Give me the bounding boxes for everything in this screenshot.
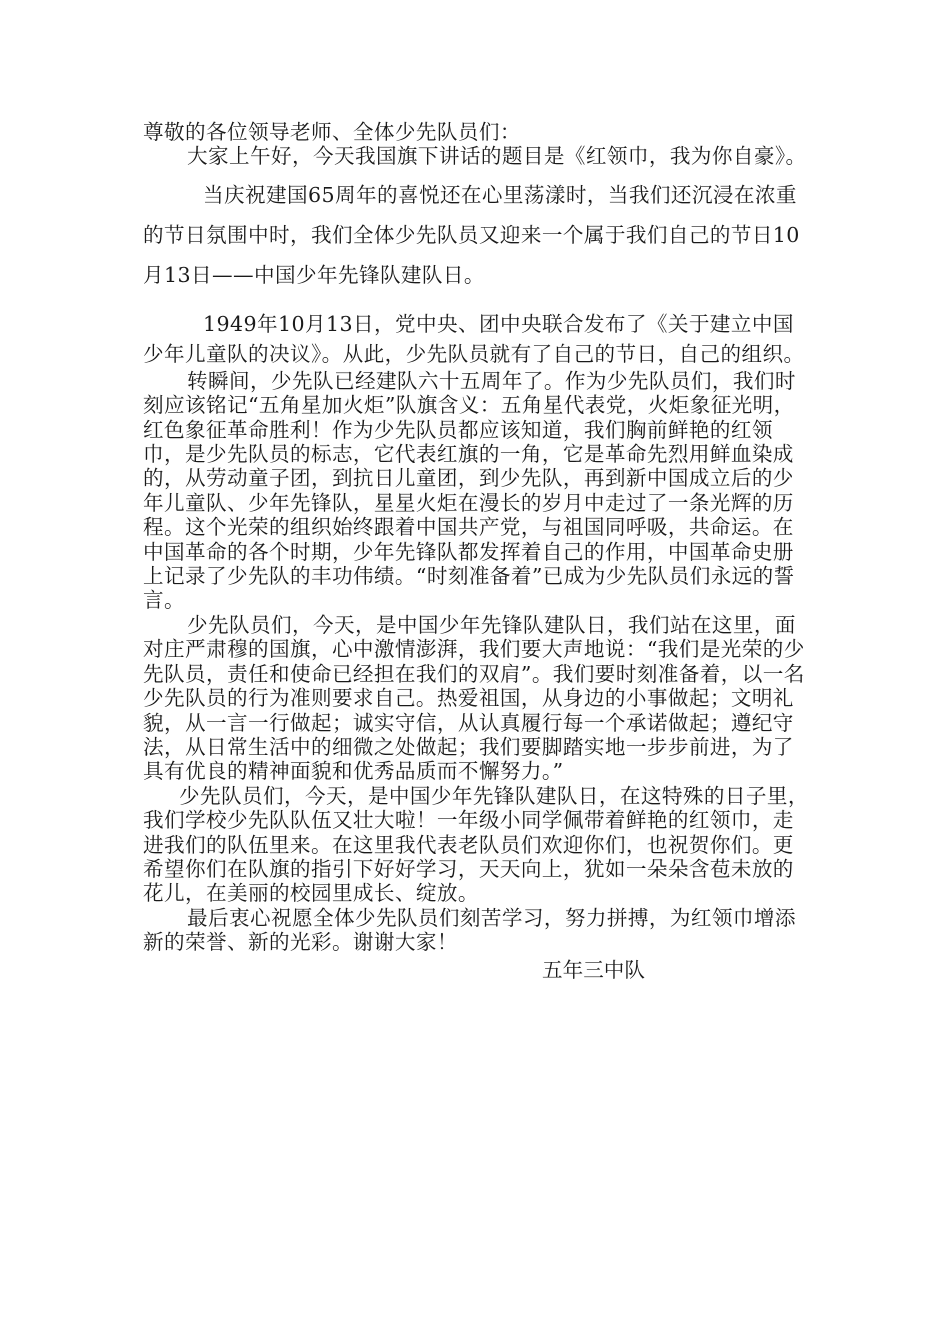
intro-paragraph: 大家上午好，今天我国旗下讲话的题目是《红领巾，我为你自豪》。 [187, 144, 807, 169]
paragraph-pledge: 少先队员们，今天，是中国少年先锋队建队日，我们站在这里，面对庄严肃穆的国旗，心中激情澎湃，我们要大声地说：“我们是光荣的少先队员，责任和使命已经担在我们的双肩”。我们要时刻准备着，以一名少先队员的行为准则要求自己。热爱祖国，从身边的小事做起；文明礼貌，从一言一行做起；诚实守信，从认真履行每一个承诺做起；遵纪守法，从日常生活中的细微之处做起；我们要脚踏实地一步步前进，为了具有优良的精神面貌和优秀品质而不懈努力。” [143, 612, 805, 784]
paragraph-welcome: 少先队员们，今天，是中国少年先锋队建队日，在这特殊的日子里，我们学校少先队队伍又壮大啦！一年级小同学佩带着鲜艳的红领巾，走进我们的队伍里来。在这里我代表老队员们欢迎你们，也祝贺你们。更希望你们在队旗的指引下好好学习，天天向上，犹如一朵朵含苞未放的花儿，在美丽的校园里成长、绽放。 [143, 783, 809, 906]
signature: 五年三中队 [542, 957, 645, 982]
paragraph-anniversary: 当庆祝建国65周年的喜悦还在心里荡漾时，当我们还沉浸在浓重的节日氛围中时，我们全体少先队员又迎来一个属于我们自己的节日10月13日——中国少年先锋队建队日。 [143, 182, 800, 287]
paragraph-flag-meaning: 转瞬间，少先队已经建队六十五周年了。作为少先队员们，我们时刻应该铭记“五角星加火炬”队旗含义：五角星代表党，火炬象征光明，红色象征革命胜利！作为少先队员都应该知道，我们胸前鲜艳的红领巾，是少先队员的标志，它代表红旗的一角，它是革命先烈用鲜血染成的，从劳动童子团，到抗日儿童团，到少先队，再到新中国成立后的少年儿童队、少年先锋队，星星火炬在漫长的岁月中走过了一条光辉的历程。这个光荣的组织始终跟着中国共产党，与祖国同呼吸，共命运。在中国革命的各个时期，少年先锋队都发挥着自己的作用，中国革命史册上记录了少先队的丰功伟绩。“时刻准备着”已成为少先队员们永远的誓言。 [143, 368, 796, 613]
closing-paragraph: 最后衷心祝愿全体少先队员们刻苦学习，努力拼搏，为红领巾增添新的荣誉、新的光彩。谢谢大家！ [143, 905, 796, 955]
paragraph-history: 1949年10月13日，党中央、团中央联合发布了《关于建立中国少年儿童队的决议》。从此，少先队员就有了自己的节日，自己的组织。 [143, 311, 805, 366]
greeting: 尊敬的各位领导老师、全体少先队员们： [143, 120, 521, 144]
speech-body [143, 120, 811, 985]
